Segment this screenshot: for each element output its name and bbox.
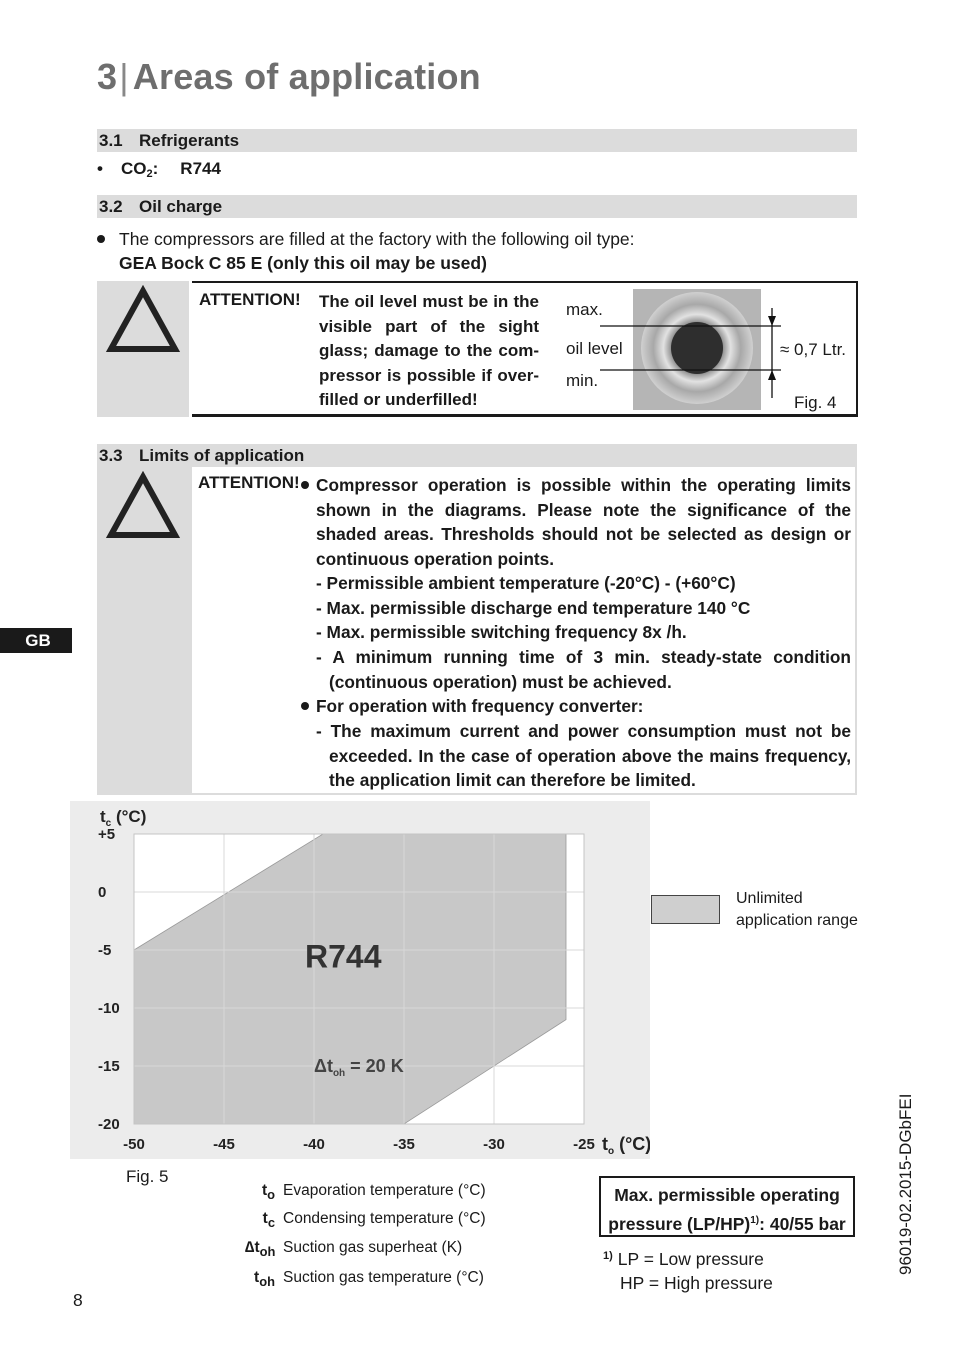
section-title: Limits of application [139,446,305,465]
footnote-mark: 1) [603,1250,613,1262]
section-heading-oil-charge [97,195,857,218]
oil-volume-label: ≈ 0,7 Ltr. [780,340,847,359]
superheat-annotation: $\Delta t_{oh} = 20$ K [314,1055,404,1079]
application-limits-chart [70,801,650,1159]
limits-running-time: - A minimum running time of 3 min. steady-state condition (continuous operation) must be achieved. [316,647,851,692]
chapter-separator: | [119,56,129,97]
y-tick-label: -5 [98,942,112,959]
oil-type-name: GEA Bock C 85 E (only this oil may be used) [119,253,487,273]
attention-label: ATTENTION! [198,473,300,492]
chapter-title [97,56,481,98]
footnote-hp: HP = High pressure [620,1273,773,1293]
refrigerant-colon: : [152,159,159,178]
document-code [896,1085,914,1275]
symbol-description: Evaporation temperature (°C) [283,1182,486,1199]
warning-triangle-icon [105,471,181,541]
language-tab: GB [0,628,72,653]
y-axis-label: $t_c$ (°C) [100,807,147,829]
symbol-letter: t [262,1210,268,1227]
symbol-row [245,1182,486,1202]
x-tick-label: -45 [213,1136,235,1153]
attention-label: ATTENTION! [199,290,301,309]
refrigerant-formula: CO [121,159,147,178]
pressure-value: : 40/55 bar [759,1213,846,1234]
warning-sidebar [97,281,189,417]
symbol-subscript: oh [259,1244,276,1260]
limits-ambient-temp: - Permissible ambient temperature (-20°C) - (+60°C) [316,573,736,593]
refrigerant-subscript: 2 [146,168,153,180]
figure-5-caption: Fig. 5 [126,1167,169,1186]
pressure-prefix: pressure (LP/HP) [608,1213,751,1234]
y-tick-label: -10 [98,1000,120,1017]
x-tick-label: -30 [483,1136,505,1153]
chart-canvas [70,801,650,1159]
section-number: 3.3 [99,446,123,465]
symbol-letter: t [254,1269,260,1286]
section-title: Refrigerants [139,131,240,150]
oil-text-line: The compressors are filled at the factory with the following oil type: [119,229,635,249]
page-number: 8 [73,1290,83,1310]
bullet-icon [97,235,105,243]
symbol-row [245,1269,484,1289]
sight-glass-image [596,286,796,416]
pressure-line-2 [601,1208,853,1237]
x-tick-label: -40 [303,1136,325,1153]
limits-bullet-2: For operation with frequency converter: [316,696,644,716]
chapter-number: 3 [97,56,118,97]
x-tick-label: -25 [573,1136,595,1153]
figure-4-caption: Fig. 4 [794,393,837,412]
legend-swatch [651,895,720,924]
symbol-row [245,1210,486,1230]
legend-label: Unlimited application range [736,890,858,929]
symbol-description: Suction gas temperature (°C) [283,1269,484,1286]
symbol-letter: t [261,1182,268,1199]
section-number: 3.1 [99,131,123,150]
symbol-subscript: o [267,1187,275,1203]
sight-glass-max-label: max. [566,300,603,319]
pressure-footnote-mark: 1) [750,1215,760,1226]
section-title: Oil charge [139,197,223,216]
symbol-description: Suction gas superheat (K) [283,1239,463,1256]
attention-text: The oil level must be in the visible part of the sight glass; damage to the compressor is possible if overfilled or underfilled! [319,292,539,409]
limits-bullet-1: Compressor operation is possible within the operating limits shown in the diagrams. Please note the significance of the shaded areas. Thresholds should not be selected as design or continuous operation points. [316,475,851,569]
section-heading-limits [97,444,857,467]
x-tick-label: -35 [393,1136,415,1153]
symbol-subscript: c [267,1215,275,1231]
sight-glass-level-label: oil level [566,339,623,358]
limits-converter-note: - The maximum current and power consumption must not be exceeded. In the case of operation above the mains frequency, the application limit can therefore be limited. [316,721,851,790]
y-tick-label: 0 [98,884,107,901]
y-tick-label: -15 [98,1058,120,1075]
x-tick-label: -50 [123,1136,145,1153]
chart-title: R744 [305,938,382,975]
y-tick-label: +5 [98,826,116,843]
symbol-row [245,1239,462,1259]
chapter-title-text: Areas of application [132,56,481,97]
oil-type-paragraph [97,227,635,275]
footnote [603,1244,773,1295]
section-heading-refrigerants [97,129,857,152]
symbol-subscript: oh [259,1274,275,1290]
bullet-icon [301,481,309,489]
document-code-text: 96019-02.2015-DGbFEI [896,1093,915,1275]
y-tick-label: -20 [98,1116,120,1133]
symbol-description: Condensing temperature (°C) [283,1210,486,1227]
sight-glass-min-label: min. [566,371,599,390]
bullet-icon [301,702,309,710]
symbol-letter: ∆t [245,1239,260,1256]
section-number: 3.2 [99,197,123,216]
refrigerant-item: • $CO_2$: R744 [97,159,221,180]
footnote-lp: LP = Low pressure [617,1249,764,1269]
x-axis-label: $t_o$ (°C) [602,1134,650,1157]
warning-triangle-icon [105,285,181,355]
pressure-line-1: Max. permissible operating [614,1185,840,1205]
limits-discharge-temp: - Max. permissible discharge end temperature 140 °C [316,598,751,618]
limits-switching-frequency: - Max. permissible switching frequency 8x /h. [316,622,687,642]
refrigerant-name: R744 [180,159,221,178]
max-pressure-box [599,1176,855,1237]
warning-sidebar [97,467,192,795]
